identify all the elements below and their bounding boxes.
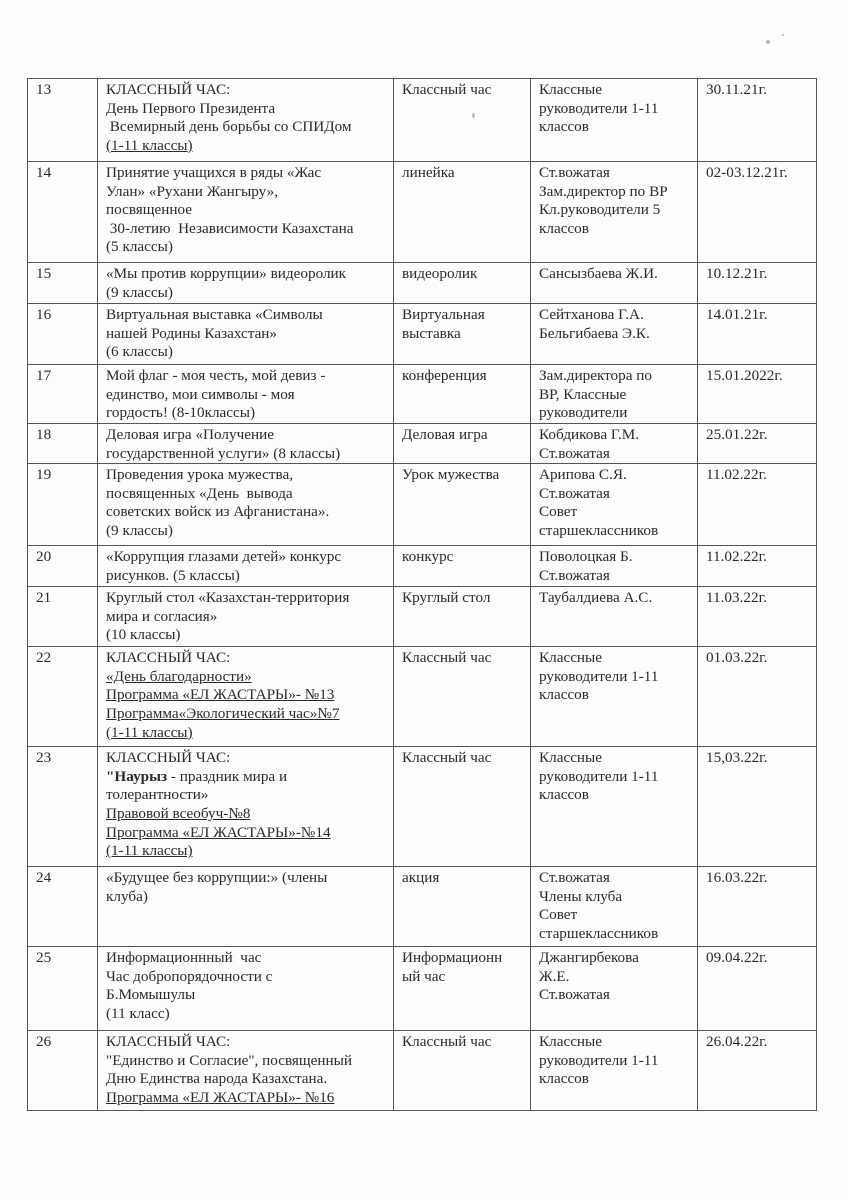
responsible-line: Совет [539, 503, 578, 521]
responsible-cell [531, 464, 698, 546]
event-line: посвященное [106, 201, 193, 219]
event-line: (6 классы) [106, 343, 173, 361]
event-date: 30.11.21г. [706, 81, 767, 98]
event-cell [98, 587, 394, 647]
responsible-line: Классные [539, 81, 603, 98]
event-line: КЛАССНЫЙ ЧАС: [106, 81, 231, 98]
row-number: 20 [36, 548, 52, 566]
event-line: нашей Родины Казахстан» [106, 324, 278, 342]
event-line: Программа«Экологический час»№7 [106, 704, 340, 722]
event-line: КЛАССНЫЙ ЧАС: [106, 749, 231, 767]
responsible-cell [531, 587, 698, 647]
event-line: государственной услуги» (8 классы) [106, 444, 341, 462]
responsible-line: старшеклассников [539, 924, 659, 942]
event-date: 09.04.22г. [706, 949, 768, 967]
row-number-cell [28, 867, 98, 947]
table-row [28, 365, 817, 424]
event-line: (11 класс) [106, 1004, 170, 1022]
event-cell [98, 263, 394, 304]
responsible-line: Ст.вожатая [539, 444, 610, 462]
event-line: посвященных «День вывода [106, 484, 293, 502]
row-number: 23 [36, 749, 52, 767]
form-text: акция [402, 869, 440, 887]
event-line: (1-11 классы) [106, 842, 193, 860]
responsible-cell [531, 747, 698, 867]
row-number: 26 [36, 1033, 52, 1051]
responsible-cell [531, 947, 698, 1031]
form-cell [394, 79, 531, 162]
responsible-line: Сейтханова Г.А. [539, 306, 644, 323]
form-cell [394, 546, 531, 587]
event-line: Деловая игра «Получение [106, 426, 274, 443]
event-line: Час добропорядочности с [106, 967, 273, 985]
event-cell [98, 464, 394, 546]
row-number-cell [28, 546, 98, 587]
event-line: Виртуальная выставка «Символы [106, 306, 323, 323]
event-line: Круглый стол «Казахстан-территория [106, 589, 350, 607]
event-line: единство, мои символы - моя [106, 385, 295, 403]
responsible-line: Джангирбекова [539, 949, 639, 967]
responsible-line: Поволоцкая Б. [539, 548, 633, 566]
date-cell [698, 162, 817, 263]
responsible-cell [531, 424, 698, 464]
event-line: Программа «ЕЛ ЖАСТАРЫ»- №16 [106, 1088, 335, 1106]
event-date: 15.01.2022г. [706, 367, 783, 384]
form-text: конференция [402, 367, 487, 384]
table-body [28, 79, 817, 1111]
event-line: (9 классы) [106, 521, 173, 539]
event-line: (5 классы) [106, 238, 173, 256]
responsible-cell [531, 647, 698, 747]
row-number-cell [28, 162, 98, 263]
form-text: Урок мужества [402, 466, 500, 484]
event-line: советских войск из Афганистана». [106, 503, 330, 521]
form-cell [394, 587, 531, 647]
event-line: Правовой всеобуч-№8 [106, 804, 251, 822]
responsible-line: старшеклассников [539, 521, 659, 539]
row-number: 14 [36, 164, 52, 181]
event-cell [98, 947, 394, 1031]
event-line: КЛАССНЫЙ ЧАС: [106, 1033, 231, 1051]
event-date: 11.02.22г. [706, 548, 767, 566]
event-date: 25.01.22г. [706, 426, 768, 443]
row-number: 18 [36, 426, 52, 443]
events-plan-table [27, 78, 817, 1111]
form-text: видеоролик [402, 265, 478, 282]
row-number-cell [28, 747, 98, 867]
row-number-cell [28, 424, 98, 464]
date-cell [698, 263, 817, 304]
event-line: «День благодарности» [106, 667, 252, 685]
event-line: Дню Единства народа Казахстана. [106, 1070, 328, 1088]
responsible-line: Ж.Е. [539, 967, 570, 985]
responsible-line: классов [539, 786, 589, 804]
table-row [28, 263, 817, 304]
table-row [28, 647, 817, 747]
table-row [28, 464, 817, 546]
responsible-cell [531, 546, 698, 587]
event-line: "Наурыз - праздник мира и [106, 767, 288, 785]
event-highlight: "Наурыз [106, 767, 168, 785]
responsible-cell [531, 867, 698, 947]
table-row [28, 1031, 817, 1111]
responsible-line: Арипова С.Я. [539, 466, 627, 484]
row-number-cell [28, 304, 98, 365]
row-number-cell [28, 647, 98, 747]
form-cell [394, 304, 531, 365]
event-line: «Мы против коррупции» видеоролик [106, 265, 347, 282]
row-number-cell [28, 79, 98, 162]
event-cell [98, 304, 394, 365]
responsible-line: Члены клуба [539, 887, 623, 905]
responsible-line: Кл.руководители 5 [539, 201, 661, 219]
event-line: День Первого Президента [106, 99, 276, 117]
row-number: 25 [36, 949, 52, 967]
responsible-line: Зам.директор по ВР [539, 182, 668, 200]
row-number: 24 [36, 869, 52, 887]
form-cell [394, 162, 531, 263]
row-number-cell [28, 464, 98, 546]
date-cell [698, 947, 817, 1031]
table-row [28, 162, 817, 263]
date-cell [698, 424, 817, 464]
table-row [28, 947, 817, 1031]
event-cell [98, 747, 394, 867]
event-cell [98, 867, 394, 947]
form-text: выставка [402, 324, 461, 342]
row-number-cell [28, 1031, 98, 1111]
responsible-cell [531, 1031, 698, 1111]
form-cell [394, 263, 531, 304]
responsible-line: руководители 1-11 [539, 1051, 659, 1069]
event-date: 16.03.22г. [706, 869, 768, 887]
event-line: Улан» «Рухани Жангыру», [106, 182, 278, 200]
event-date: 26.04.22г. [706, 1033, 768, 1051]
responsible-line: Кобдикова Г.М. [539, 426, 640, 443]
event-line: КЛАССНЫЙ ЧАС: [106, 649, 231, 667]
row-number: 21 [36, 589, 52, 607]
responsible-line: Зам.директора по [539, 367, 653, 384]
form-cell [394, 647, 531, 747]
form-cell [394, 747, 531, 867]
date-cell [698, 79, 817, 162]
row-number-cell [28, 263, 98, 304]
responsible-cell [531, 79, 698, 162]
event-line: клуба) [106, 887, 148, 905]
row-number-cell [28, 587, 98, 647]
responsible-line: Ст.вожатая [539, 986, 610, 1004]
scan-speck [782, 34, 784, 36]
event-line: рисунков. (5 классы) [106, 566, 240, 584]
responsible-line: Сансызбаева Ж.И. [539, 265, 658, 282]
form-cell [394, 1031, 531, 1111]
event-line: Мой флаг - моя честь, мой девиз - [106, 367, 326, 384]
table-row [28, 304, 817, 365]
responsible-cell [531, 304, 698, 365]
responsible-line: классов [539, 219, 589, 237]
form-text: Виртуальная [402, 306, 485, 323]
event-line: Б.Момышулы [106, 986, 196, 1004]
responsible-line: классов [539, 686, 589, 704]
responsible-line: Ст.вожатая [539, 164, 610, 181]
responsible-line: руководители [539, 404, 628, 422]
responsible-line: Совет [539, 906, 578, 924]
event-date: 01.03.22г. [706, 649, 768, 667]
event-cell [98, 79, 394, 162]
event-line: Всемирный день борьбы со СПИДом [106, 118, 352, 136]
row-number-cell [28, 365, 98, 424]
responsible-line: руководители 1-11 [539, 667, 659, 685]
date-cell [698, 365, 817, 424]
form-text: Классный час [402, 81, 492, 98]
responsible-line: Ст.вожатая [539, 869, 610, 887]
event-line: (10 классы) [106, 626, 181, 644]
date-cell [698, 464, 817, 546]
date-cell [698, 1031, 817, 1111]
row-number: 17 [36, 367, 52, 384]
event-line: (1-11 классы) [106, 723, 193, 741]
date-cell [698, 546, 817, 587]
responsible-cell [531, 365, 698, 424]
event-date: 10.12.21г. [706, 265, 768, 282]
event-cell [98, 546, 394, 587]
table-row [28, 587, 817, 647]
responsible-line: Ст.вожатая [539, 566, 610, 584]
row-number: 13 [36, 81, 52, 98]
event-cell [98, 647, 394, 747]
responsible-line: Таубалдиева А.С. [539, 589, 653, 607]
event-line: "Единство и Согласие", посвященный [106, 1051, 352, 1069]
event-line: Программа «ЕЛ ЖАСТАРЫ»-№14 [106, 823, 331, 841]
form-cell [394, 365, 531, 424]
form-text: Круглый стол [402, 589, 491, 607]
event-line: Программа «ЕЛ ЖАСТАРЫ»- №13 [106, 686, 335, 704]
event-line: «Будущее без коррупции:» (члены [106, 869, 328, 887]
row-number-cell [28, 947, 98, 1031]
responsible-line: Классные [539, 649, 603, 667]
event-line: мира и согласия» [106, 607, 218, 625]
event-date: 11.03.22г. [706, 589, 767, 607]
row-number: 22 [36, 649, 52, 667]
responsible-line: ВР, Классные [539, 385, 627, 403]
form-text: Классный час [402, 649, 492, 667]
date-cell [698, 747, 817, 867]
responsible-line: руководители 1-11 [539, 767, 659, 785]
row-number: 19 [36, 466, 52, 484]
form-cell [394, 424, 531, 464]
event-date: 14.01.21г. [706, 306, 768, 323]
date-cell [698, 647, 817, 747]
event-date: 02-03.12.21г. [706, 164, 788, 181]
form-text: Классный час [402, 1033, 492, 1051]
event-line: Информационнный час [106, 949, 262, 967]
responsible-line: Классные [539, 749, 603, 767]
event-cell [98, 162, 394, 263]
event-line: (9 классы) [106, 283, 173, 301]
date-cell [698, 587, 817, 647]
responsible-line: классов [539, 118, 589, 136]
event-line: (1-11 классы) [106, 136, 193, 154]
table-row [28, 747, 817, 867]
form-cell [394, 947, 531, 1031]
table-row [28, 424, 817, 464]
responsible-cell [531, 162, 698, 263]
event-date: 15,03.22г. [706, 749, 768, 767]
table-row [28, 546, 817, 587]
date-cell [698, 867, 817, 947]
responsible-line: Ст.вожатая [539, 484, 610, 502]
form-text: Информационн [402, 949, 503, 967]
event-line: «Коррупция глазами детей» конкурс [106, 548, 342, 566]
table-row [28, 867, 817, 947]
responsible-line: Классные [539, 1033, 603, 1051]
row-number: 16 [36, 306, 52, 323]
event-cell [98, 1031, 394, 1111]
event-cell [98, 424, 394, 464]
responsible-line: классов [539, 1070, 589, 1088]
form-text: Классный час [402, 749, 492, 767]
form-text: ый час [402, 967, 446, 985]
form-cell [394, 464, 531, 546]
date-cell [698, 304, 817, 365]
form-text: конкурс [402, 548, 454, 566]
event-line: Принятие учащихся в ряды «Жас [106, 164, 322, 181]
responsible-cell [531, 263, 698, 304]
event-line: Проведения урока мужества, [106, 466, 294, 484]
scan-speck [766, 40, 770, 44]
event-line: гордость! (8-10классы) [106, 404, 256, 422]
event-cell [98, 365, 394, 424]
row-number: 15 [36, 265, 52, 282]
responsible-line: руководители 1-11 [539, 99, 659, 117]
form-text: линейка [402, 164, 455, 181]
event-date: 11.02.22г. [706, 466, 767, 484]
table-row [28, 79, 817, 162]
event-line: 30-летию Независимости Казахстана [106, 219, 354, 237]
form-cell [394, 867, 531, 947]
form-text: Деловая игра [402, 426, 488, 443]
event-line: толерантности» [106, 786, 209, 804]
responsible-line: Бельгибаева Э.К. [539, 324, 650, 342]
